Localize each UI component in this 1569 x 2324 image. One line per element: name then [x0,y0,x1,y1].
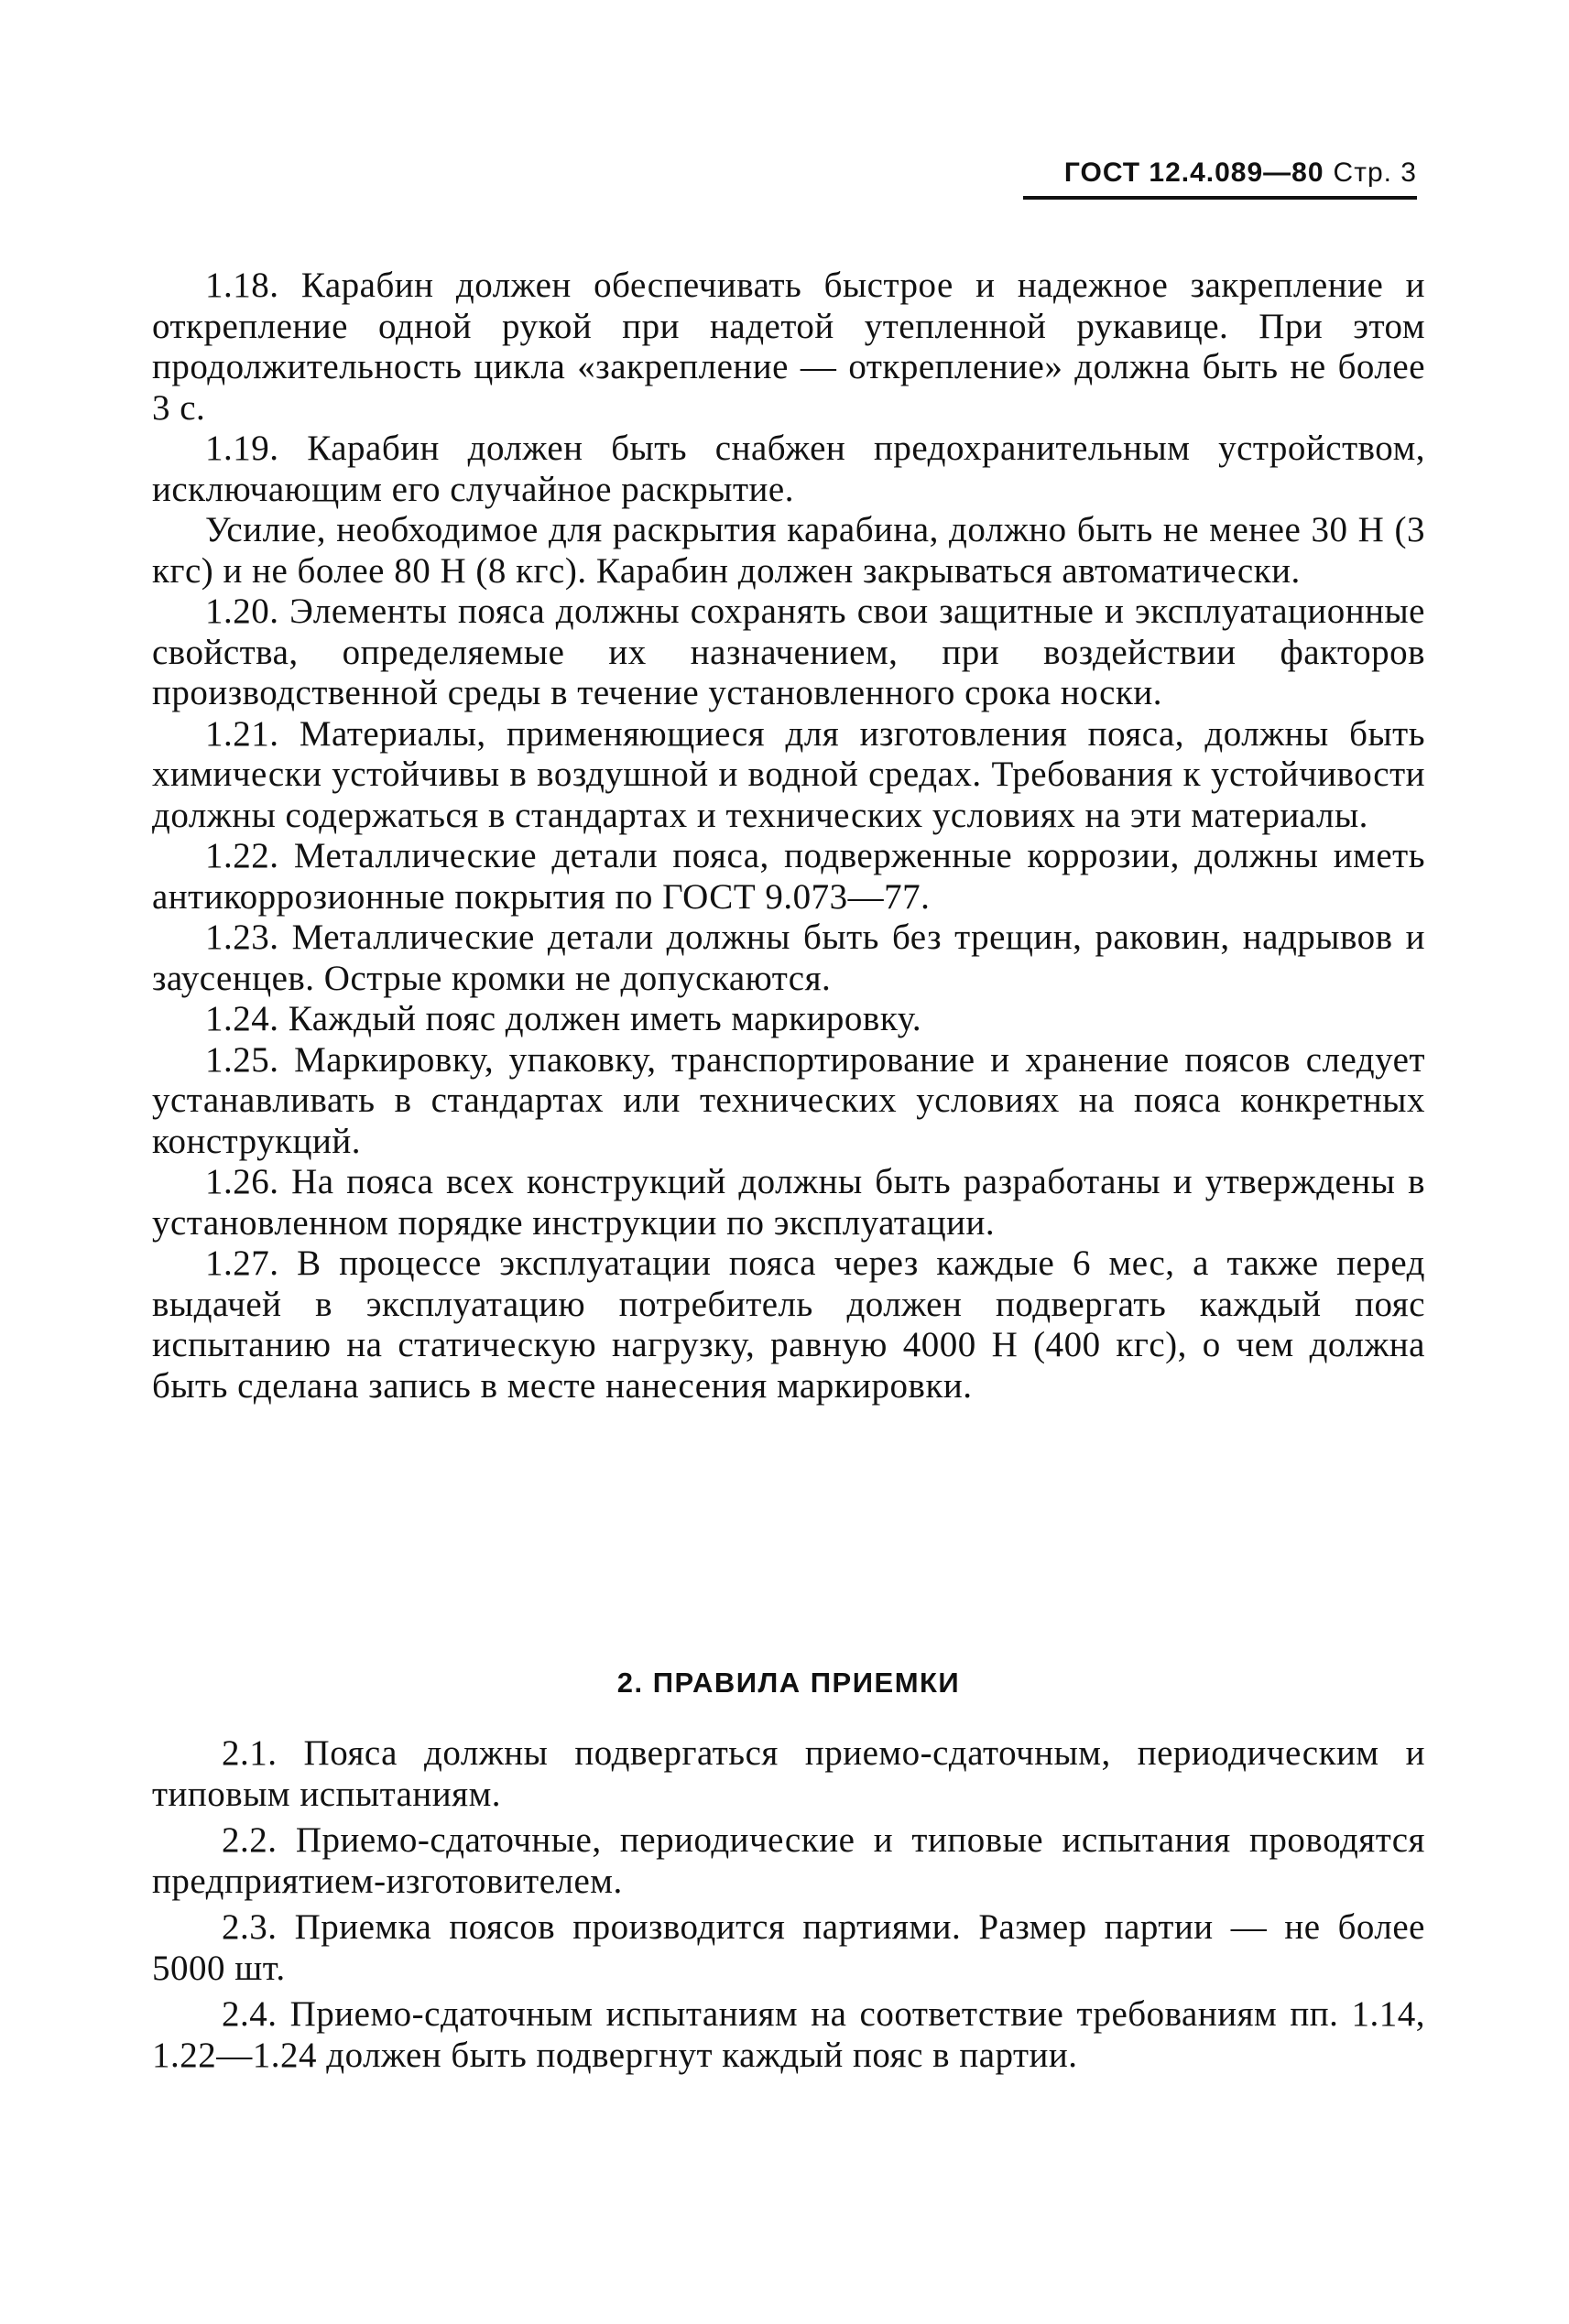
paragraph-1-25: 1.25. Маркировку, упаковку, транспортирование и хранение поясов следует устанавливать в стандартах или технических условиях на пояса конкретных конструкций. [152,1039,1425,1161]
section-2-title: 2. ПРАВИЛА ПРИЕМКИ [616,1667,961,1699]
paragraph-1-27: 1.27. В процессе эксплуатации пояса через каждые 6 мес, а также перед выдачей в эксплуатацию потребитель должен подвергать каждый пояс испытанию на статическую нагрузку, равную 4000 Н (400 кгс), о чем должна быть сделана запись в месте нанесения маркировки. [152,1243,1425,1406]
paragraph-2-2: 2.2. Приемо-сдаточные, периодические и типовые испытания проводятся предприятием-изготовителем. [152,1820,1425,1901]
page-header [1023,157,1417,200]
standard-number: ГОСТ 12.4.089—80 [1063,157,1324,188]
paragraph-1-19: 1.19. Карабин должен быть снабжен предохранительным устройством, исключающим его случайное раскрытие. [152,429,1425,509]
paragraph-1-19-force: Усилие, необходимое для раскрытия карабина, должно быть не менее 30 Н (3 кгс) и не более 80 Н (8 кгс). Карабин должен закрываться автоматически. [152,510,1425,591]
paragraph-1-18: 1.18. Карабин должен обеспечивать быстрое и надежное закрепление и открепление одной рукой при надетой утепленной рукавице. При этом продолжительность цикла «закрепление — открепление» должна быть не более 3 с. [152,266,1425,428]
paragraph-1-22: 1.22. Металлические детали пояса, подверженные коррозии, должны иметь антикоррозионные покрытия по ГОСТ 9.073—77. [152,836,1425,917]
paragraph-1-21: 1.21. Материалы, применяющиеся для изготовления пояса, должны быть химически устойчивы в воздушной и водной средах. Требования к устойчивости должны содержаться в стандартах и технических условиях на эти материалы. [152,713,1425,835]
paragraph-2-1: 2.1. Пояса должны подвергаться приемо-сдаточным, периодическим и типовым испытаниям. [152,1733,1425,1814]
section-2-body [152,1733,1425,2081]
paragraph-2-4: 2.4. Приемо-сдаточным испытаниям на соответствие требованиям пп. 1.14, 1.22—1.24 должен быть подвергнут каждый пояс в партии. [152,1994,1425,2075]
section-1-body [152,266,1425,1406]
paragraph-1-26: 1.26. На пояса всех конструкций должны быть разработаны и утверждены в установленном порядке инструкции по эксплуатации. [152,1162,1425,1243]
page-number: Стр. 3 [1333,157,1417,188]
paragraph-1-23: 1.23. Металлические детали должны быть без трещин, раковин, надрывов и заусенцев. Острые кромки не допускаются. [152,918,1425,998]
paragraph-1-24: 1.24. Каждый пояс должен иметь маркировку. [205,999,922,1038]
paragraph-2-3: 2.3. Приемка поясов производится партиями. Размер партии — не более 5000 шт. [152,1907,1425,1988]
paragraph-1-20: 1.20. Элементы пояса должны сохранять свои защитные и эксплуатационные свойства, определяемые их назначением, при воздействии факторов производственной среды в течение установленного срока носки. [152,592,1425,712]
